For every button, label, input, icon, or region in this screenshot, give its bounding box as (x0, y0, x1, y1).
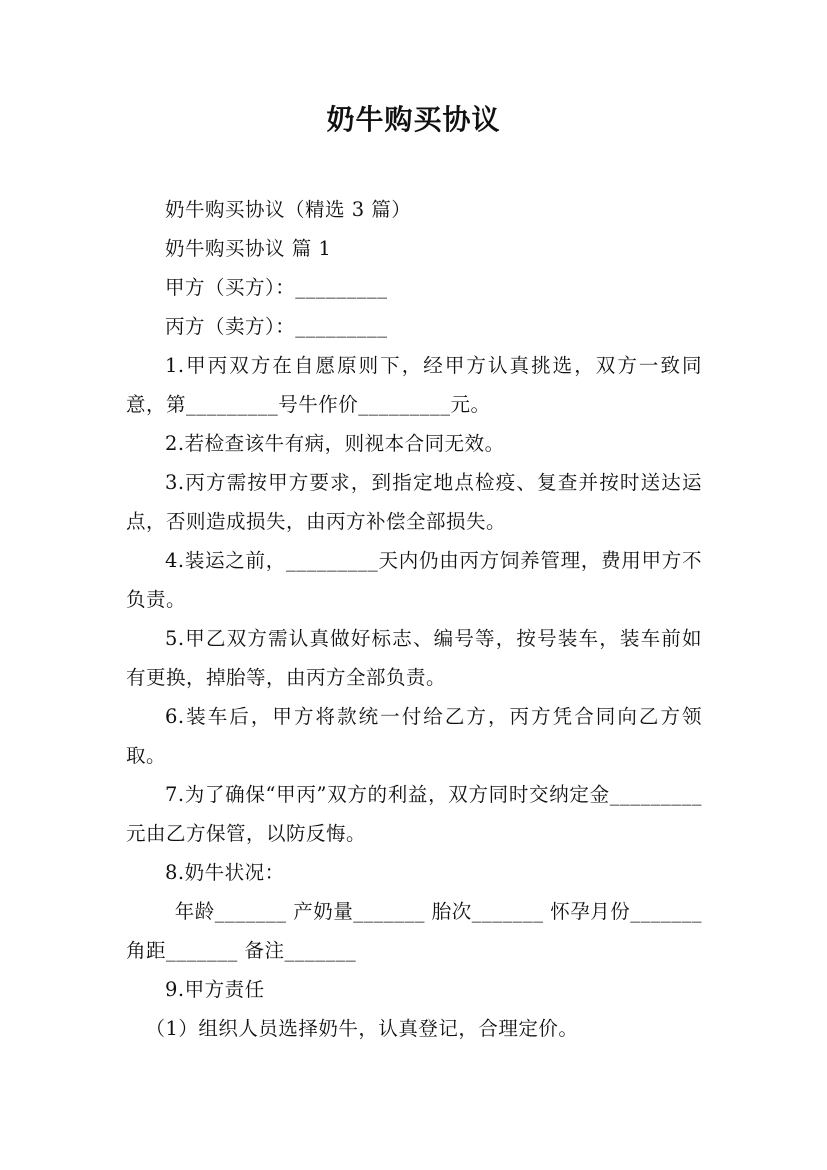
clause-3: 3.丙方需按甲方要求，到指定地点检疫、复查并按时送达运点，否则造成损失，由丙方补偿全部损失。 (126, 471, 702, 533)
subtitle-paragraph: 奶牛购买协议（精选 3 篇） (165, 198, 412, 221)
section-heading: 奶牛购买协议 篇 1 (165, 237, 332, 260)
cow-status-fields: 年龄_______ 产奶量_______ 胎次_______ 怀孕月份_______ 角距_______ 备注_______ (126, 900, 702, 962)
party-a-line: 甲方（买方）：_________ (165, 276, 388, 299)
document-title: 奶牛购买协议 (326, 103, 501, 136)
clause-1: 1.甲丙双方在自愿原则下，经甲方认真挑选，双方一致同意，第_________号牛作价_________元。 (126, 354, 702, 416)
clause-5: 5.甲乙双方需认真做好标志、编号等，按号装车，装车前如有更换，掉胎等，由丙方全部负责。 (126, 627, 702, 689)
clause-7: 7.为了确保“甲丙”双方的利益，双方同时交纳定金_________元由乙方保管，以防反悔。 (126, 783, 702, 845)
clause-4: 4.装运之前，_________天内仍由丙方饲养管理，费用甲方不负责。 (126, 549, 702, 611)
clause-9: 9.甲方责任 (165, 978, 265, 1001)
clause-2: 2.若检查该牛有病，则视本合同无效。 (165, 432, 505, 455)
clause-6: 6.装车后，甲方将款统一付给乙方，丙方凭合同向乙方领取。 (126, 705, 702, 767)
clause-9-item-1: （1）组织人员选择奶牛，认真登记，合理定价。 (145, 1017, 579, 1040)
document-body (126, 190, 702, 1048)
clause-8: 8.奶牛状况： (165, 861, 285, 884)
party-c-line: 丙方（卖方）：_________ (165, 315, 388, 338)
